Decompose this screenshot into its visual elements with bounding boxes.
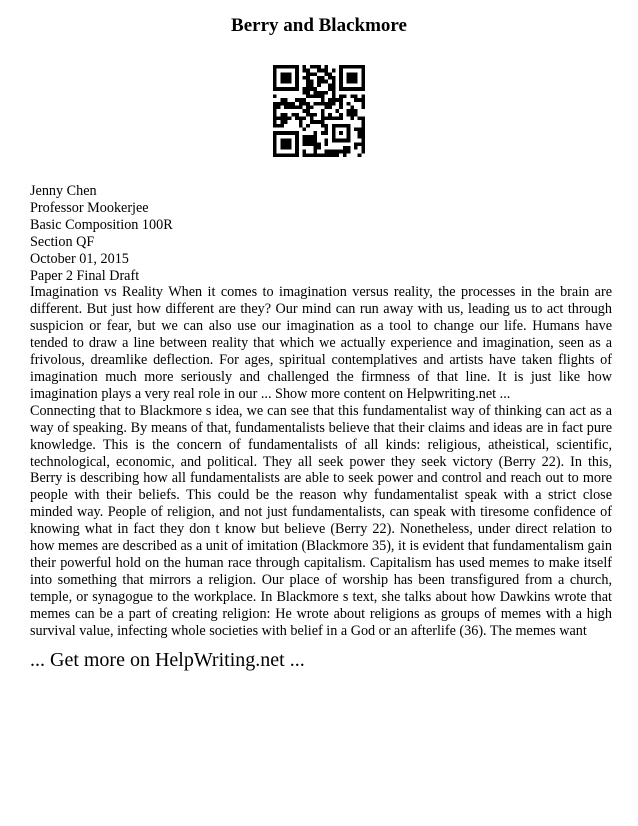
author-name: Jenny Chen [30,183,97,199]
professor-name: Professor Mookerjee [30,199,149,216]
course-name: Basic Composition 100R [30,216,173,233]
get-more-link[interactable]: ... Get more on HelpWriting.net ... [30,649,305,671]
qr-code-icon[interactable] [273,65,365,157]
assignment-name: Paper 2 Final Draft [30,267,140,284]
date: October 01, 2015 [30,250,129,267]
paragraph-2: Connecting that to Blackmore s idea, we can see that this fundamentalist way of thinking can act as a way of speaking. By means of that, fundamentalists believe that their claims and ideas are in fact pure knowledge. This is the concern of fundamentalists of all kinds: religious, atheistical, scientific, technological, economic, and political. They all seek power they seek victory (Berry 22). In this, Berry is describing how all fundamentalists are able to seek power and control and reach out to more people with their beliefs. This could be the reason why fundamentalist speak with a strict close minded way. People of religion, and not just fundamentalists, can speak with tiresome confidence of knowing what in fact they don t know but believe (Berry 22). Nonetheless, under direct relation to how memes are described as a unit of imitation (Blackmore 35), it is evident that fundamentalism gain their powerful hold on the human race through capitalism. Capitalism has used memes to make itself into something that mirrors a religion. Our place of worship has been transfigured from a church, temple, or synagogue to the workplace. In Blackmore s text, she talks about how Dawkins wrote that memes can be a part of creating religion: He wrote about religions as groups of memes with a high survival value, infecting whole societies with belief in a God or an afterlife (36). The memes want [30,402,612,639]
document-body [30,183,612,639]
paragraph-1: Imagination vs Reality When it comes to imagination versus reality, the processes in the brain are different. But just how different are they? Our mind can run away with us, leading us to act through suspicion or fear, but we can also use our imagination as a tool to change our life. Humans have tended to draw a line between reality that which we actually experience and imagination, seen as a frivolous, dreamlike deflection. For ages, spiritual contemplatives and artists have taken flights of imagination much more seriously and challenged the firmness of that line. It is just like how imagination plays a very real role in our ... Show more content on Helpwriting.net ... [30,284,612,402]
document-title: Berry and Blackmore [231,15,407,36]
section-name: Section QF [30,233,95,250]
